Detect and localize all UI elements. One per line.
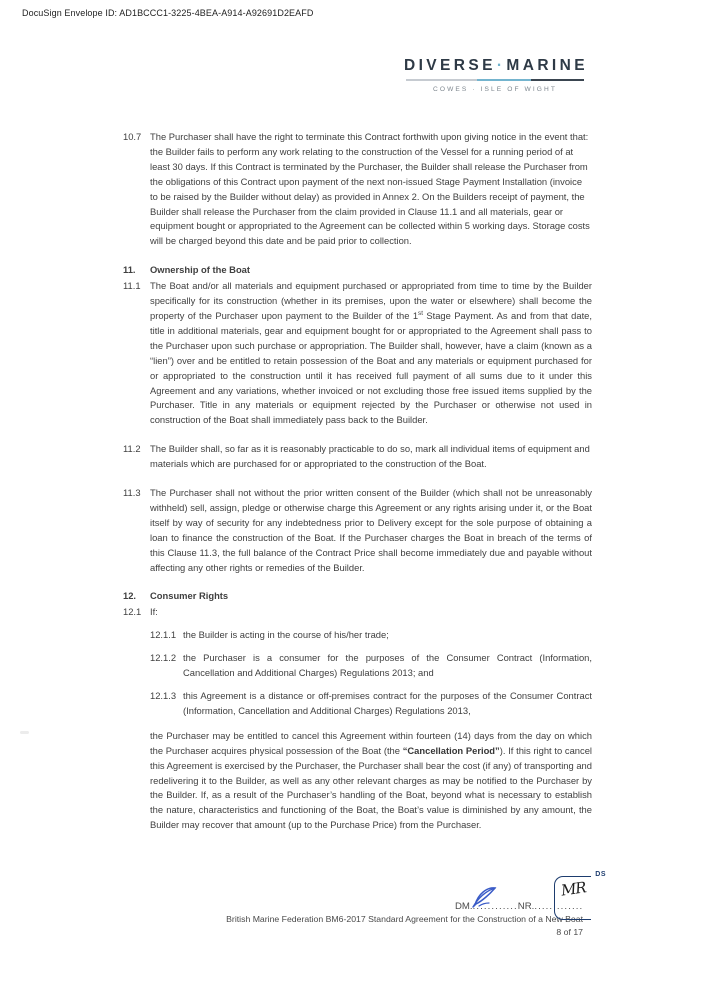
- dm-initials-label: DM.: [455, 901, 473, 912]
- clause-10-7: [123, 130, 592, 249]
- clause-text: The Purchaser shall not without the prior written consent of the Builder (which shall not be unreasonably withheld) sell, assign, pledge or otherwise charge this Agreement or any rights arising under it, or the Boat itself by way of security for any indebtedness prior to Delivery except for the sole purpose of obtaining a loan to finance the construction of the Boat. If the Purchaser charges the Boat in breach of the terms of this Clause 11.3, the full balance of the Contract Price shall become immediately due and payable without affecting any other rights or remedies of the Builder.: [150, 487, 592, 573]
- clause-12-closing-paragraph: [150, 729, 592, 833]
- clause-text: this Agreement is a distance or off-premises contract for the purposes of the Consumer Contract (Information, Cancellation and Additional Charges) Regulations 2013,: [183, 690, 592, 716]
- clause-number: 11.3: [123, 487, 141, 499]
- cancellation-period-term: “Cancellation Period”: [402, 744, 500, 756]
- clause-text: If:: [150, 606, 158, 618]
- logo-rule-blue-segment: [477, 79, 530, 81]
- clause-11-2: [123, 442, 592, 472]
- document-footer: [226, 913, 583, 939]
- dm-dotted-line: ............: [472, 901, 518, 912]
- page-number: 8 of 17: [556, 927, 583, 937]
- clause-text: The Builder shall, so far as it is reasonably practicable to do so, mark all individual items of equipment and materials which are purchased for or appropriated to the construction of the Boat.: [150, 443, 590, 470]
- clause-text: the Purchaser is a consumer for the purposes of the Consumer Contract (Information, Cancellation and Additional Charges) Regulations 2013; and: [183, 652, 592, 679]
- clause-number: 12.1: [123, 606, 142, 618]
- logo-separator-dot: ·: [496, 57, 506, 74]
- section-12-heading: [123, 589, 592, 604]
- closing-text-post: ). If this right to cancel this Agreement is exercised by the Purchaser, the Purchaser shall bear the cost (if any) of transporting and redelivering it to the Builder, as well as any other relevant charges as may be notified to the Purchaser by the Builder. If, as a result of the Purchaser’s handling of the Boat, beyond what is necessary to establish the nature, characteristics and functioning of the Boat, the Boat’s value is diminished by any amount, the Builder may recover that amount (up to the Purchase Price) from the Purchaser.: [150, 744, 592, 831]
- logo-word-diverse: DIVERSE: [404, 57, 496, 74]
- contract-body: [123, 130, 592, 833]
- docusign-initials-stamp: [554, 871, 606, 920]
- section-number: 11.: [123, 264, 136, 276]
- clause-12-1: [123, 605, 592, 620]
- scan-artifact-smudge: [20, 731, 29, 734]
- clause-number: 10.7: [123, 131, 142, 142]
- section-title: Ownership of the Boat: [150, 264, 251, 276]
- nr-dotted-line: .............: [534, 901, 584, 912]
- clause-11-1: [123, 279, 592, 428]
- logo-word-marine: MARINE: [506, 57, 588, 74]
- section-title: Consumer Rights: [150, 590, 229, 602]
- logo-divider-rule: [406, 79, 584, 81]
- clause-12-1-1: [150, 628, 592, 643]
- clause-text: [150, 279, 592, 428]
- clause-text: the Builder is acting in the course of his/her trade;: [183, 629, 389, 641]
- docusign-ds-tab-label: DS: [595, 871, 606, 878]
- logo-tagline: COWES · ISLE OF WIGHT: [433, 86, 557, 93]
- nr-initials-label: NR.: [517, 901, 535, 912]
- closing-text-pre: the Purchaser may be entitled to cancel this Agreement within fourteen (14) days from the day on which the Purchaser acquires physical possession of the Boat (the: [150, 729, 592, 756]
- clause-number: 12.1.2: [150, 652, 177, 664]
- clause-11-3: [123, 486, 592, 575]
- nr-handwritten-initials: MR: [559, 878, 587, 900]
- dm-handwritten-initial-scribble: [470, 885, 500, 909]
- clause-number: 11.2: [123, 443, 141, 455]
- clause-text: The Purchaser shall have the right to terminate this Contract forthwith upon giving notice in the event that: the Builder fails to perform any work relating to the construction of the Vessel for a running period of at least 30 days. If this Contract is terminated by the Purchaser, the Builder shall release the Purchaser from the obligations of this Contract upon payment of the next non-issued Stage Payment Installation (invoice to be raised by the Builder without delay) as provided in Annex 2. On the Builders receipt of payment, the Builder shall release the Purchaser from the claim provided in Clause 11.1 and all materials, gear or equipment bought or appropriated to the Agreement can be collected within 5 working days. Storage costs will be charged beyond this date and be paid prior to collection.: [150, 131, 590, 247]
- clause-12-1-2: [150, 651, 592, 681]
- clause-text-post: Stage Payment. As and from that date, title in additional materials, gear and equipment bought for or appropriated to the Agreement shall pass to the Purchaser upon such purchase or appropriation. The Builder shall, however, have a claim (known as a “lien”) over and be entitled to retain possession of the Boat and any materials or equipment purchased for or appropriated to the construction until it has received full payment of all sums due to it under this Agreement and any variations, whether invoiced or not excluding those free issued items supplied by the Purchaser. Title in any materials or equipment rejected by the Purchaser or otherwise not used in construction of the Boat shall immediately pass back to the Builder.: [150, 309, 592, 426]
- footer-agreement-title: British Marine Federation BM6-2017 Standard Agreement for the Construction of a New Boat: [226, 914, 583, 924]
- clause-12-1-3: [150, 689, 592, 719]
- logo-wordmark: [404, 57, 586, 75]
- clause-text-pre: The Boat and/or all materials and equipment purchased or appropriated from time to time by the Builder specifically for its construction (whether in its premises, upon the water or elsewhere) shall become the property of the Purchaser upon payment to the Builder of the 1: [150, 280, 592, 321]
- clause-number: 12.1.3: [150, 690, 177, 701]
- clause-number: 12.1.1: [150, 629, 177, 641]
- section-number: 12.: [123, 590, 137, 602]
- section-11-heading: [123, 263, 592, 278]
- ordinal-superscript: st: [418, 309, 423, 317]
- logo-rule-navy-segment: [531, 79, 584, 81]
- clause-number: 11.1: [123, 280, 141, 292]
- logo-rule-gray-segment: [406, 79, 477, 81]
- docusign-envelope-id: DocuSign Envelope ID: AD1BCCC1-3225-4BEA-A914-A92691D2EAFD: [22, 8, 314, 18]
- diverse-marine-logo: [404, 57, 586, 93]
- initials-signature-row: [455, 871, 606, 912]
